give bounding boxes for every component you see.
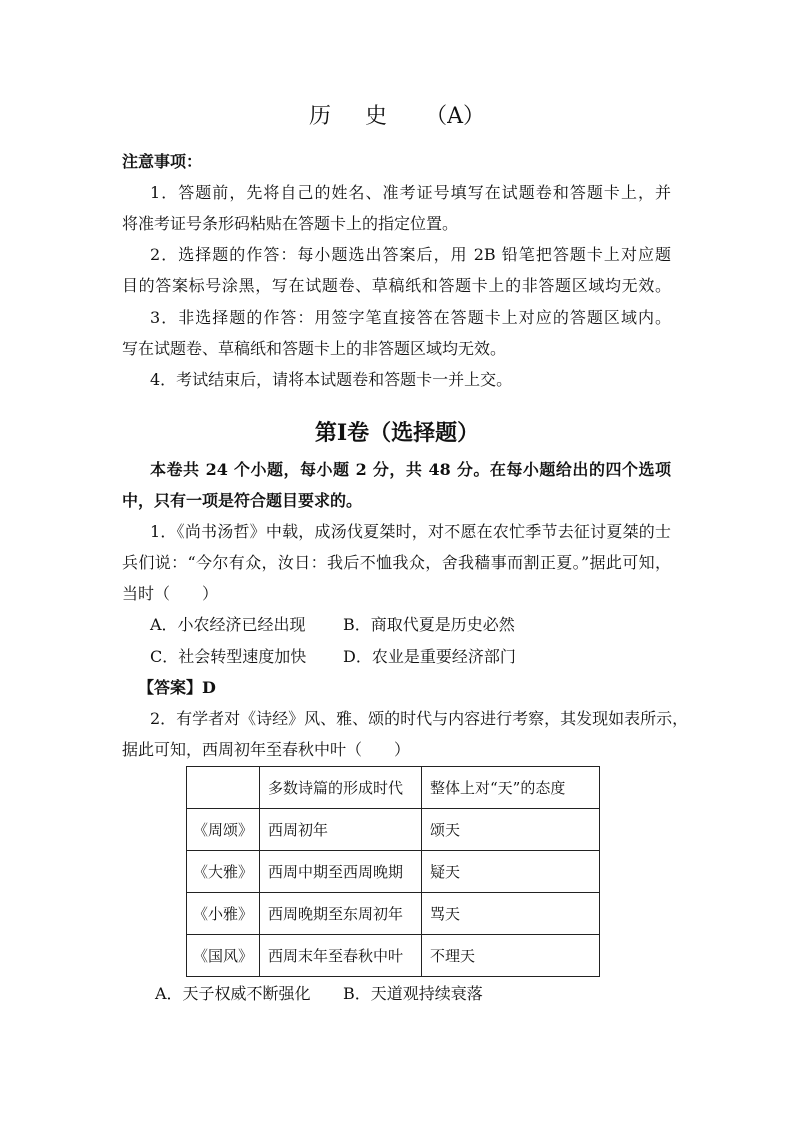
q1-answer: 【答案】D <box>138 678 216 697</box>
q1-option-c: C．社会转型速度加快 <box>150 647 307 666</box>
table-cell: 疑天 <box>422 851 600 893</box>
q1-option-d: D．农业是重要经济部门 <box>343 647 516 666</box>
title-part-3: （A） <box>425 104 485 129</box>
table-row <box>187 809 600 851</box>
table-cell: 西周末年至春秋中叶 <box>260 935 422 977</box>
q1-stem-line-1: 1．《尚书汤哲》中载，成汤伐夏桀时，对不愿在农忙季节去征讨夏桀的士 <box>150 522 671 541</box>
page-title <box>0 102 794 132</box>
table-header-cell <box>187 767 260 809</box>
notice-item-2-line-2: 目的答案标号涂黑，写在试题卷、草稿纸和答题卡上的非答题区域均无效。 <box>122 276 671 295</box>
q1-option-b: B．商取代夏是历史必然 <box>343 615 515 634</box>
table-cell: 西周晚期至东周初年 <box>260 893 422 935</box>
table-row <box>187 851 600 893</box>
notice-item-3-line-1: 3．非选择题的作答：用签字笔直接答在答题卡上对应的答题区域内。 <box>150 308 671 327</box>
q2-stem-line-1: 2．有学者对《诗经》风、雅、颂的时代与内容进行考察，其发现如表所示， <box>150 709 689 728</box>
q2-option-b: B．天道观持续衰落 <box>343 984 483 1003</box>
table-row <box>187 893 600 935</box>
table-header-cell: 多数诗篇的形成时代 <box>260 767 422 809</box>
title-part-1: 历 <box>309 104 332 129</box>
table-cell: 颂天 <box>422 809 600 851</box>
table-header-row <box>187 767 600 809</box>
table-cell: 《周颂》 <box>187 809 260 851</box>
title-part-2: 史 <box>365 104 388 129</box>
table-cell: 骂天 <box>422 893 600 935</box>
q1-stem-line-2: 兵们说：“今尔有众，汝日：我后不恤我众，舍我穑事而割正夏。”据此可知， <box>122 553 671 572</box>
table-cell: 《小雅》 <box>187 893 260 935</box>
q2-table <box>186 766 600 977</box>
table-cell: 《国风》 <box>187 935 260 977</box>
notice-item-4: 4．考试结束后，请将本试题卷和答题卡一并上交。 <box>150 370 513 389</box>
q1-option-a: A．小农经济已经出现 <box>150 615 306 634</box>
notice-item-2-line-1: 2．选择题的作答：每小题选出答案后，用 2B 铅笔把答题卡上对应题 <box>150 245 671 264</box>
section-title: 第Ⅰ卷（选择题） <box>314 420 480 446</box>
q2-stem-line-2: 据此可知，西周初年至春秋中叶（ ） <box>122 740 411 759</box>
table-cell: 西周中期至西周晚期 <box>260 851 422 893</box>
table-row <box>187 935 600 977</box>
section-intro-line-2: 中，只有一项是符合题目要求的。 <box>122 491 363 510</box>
section-intro-line-1: 本卷共 24 个小题，每小题 2 分，共 48 分。在每小题给出的四个选项 <box>150 460 671 479</box>
notice-item-1-line-2: 将准考证号条形码粘贴在答题卡上的指定位置。 <box>122 214 459 233</box>
table-header-cell: 整体上对“天”的态度 <box>422 767 600 809</box>
notice-item-3-line-2: 写在试题卷、草稿纸和答题卡上的非答题区域均无效。 <box>122 339 507 358</box>
q1-stem-line-3: 当时（ ） <box>122 584 219 603</box>
notice-item-1-line-1: 1．答题前，先将自己的姓名、准考证号填写在试题卷和答题卡上，并 <box>150 183 671 202</box>
table-cell: 西周初年 <box>260 809 422 851</box>
q2-option-a: A．天子权威不断强化 <box>155 984 311 1003</box>
notice-heading: 注意事项： <box>122 152 203 171</box>
table-cell: 不理天 <box>422 935 600 977</box>
table-cell: 《大雅》 <box>187 851 260 893</box>
